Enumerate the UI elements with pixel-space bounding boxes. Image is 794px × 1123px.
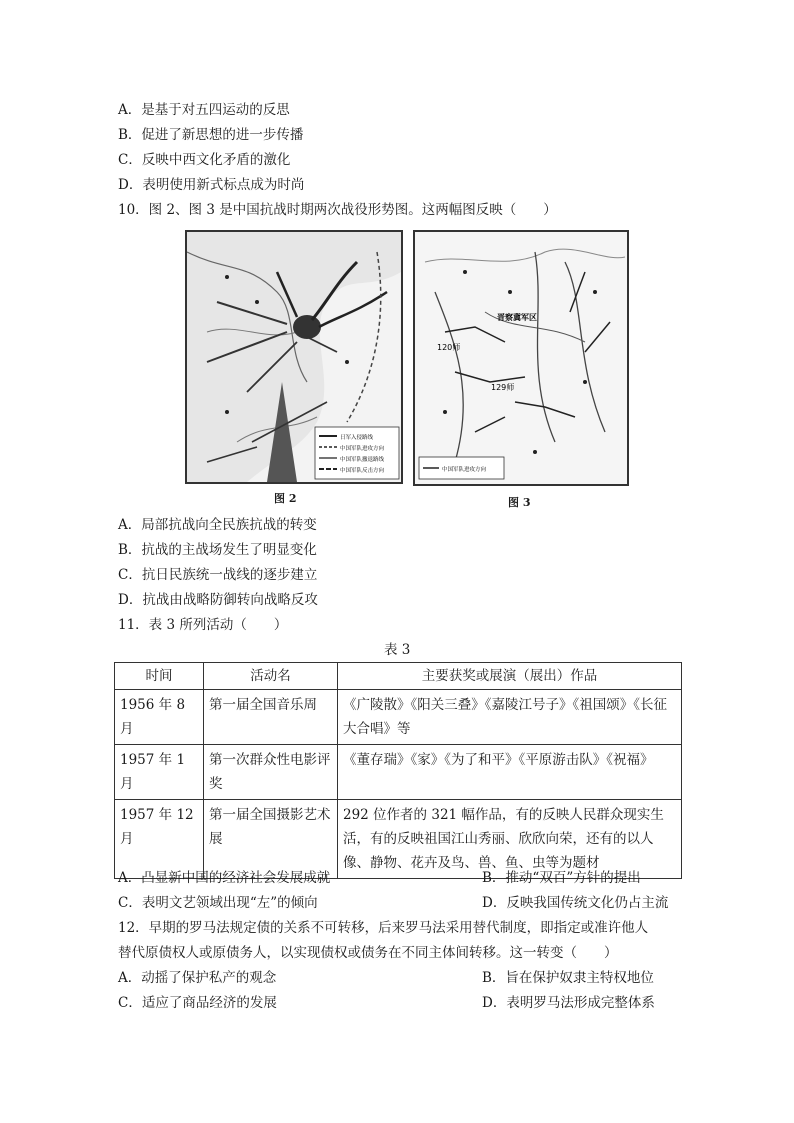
figure-3-map	[413, 230, 629, 486]
cell-time: 1957 年 12 月	[115, 800, 204, 879]
q12-option-d: D．表明罗马法形成完整体系	[482, 995, 655, 1011]
figure-2-caption: 图 2	[274, 492, 297, 505]
q9-option-c: C．反映中西文化矛盾的激化	[118, 152, 291, 168]
q12-stem-line1: 12．早期的罗马法规定债的关系不可转移，后来罗马法采用替代制度，即指定或准许他人	[118, 920, 649, 936]
battle-map-3	[415, 232, 627, 484]
fig2-legend-1: 中国军队进攻方向	[340, 446, 385, 452]
q10-option-a: A．局部抗战向全民族抗战的转变	[118, 517, 317, 533]
q11-option-b: B．推动“双百”方针的提出	[482, 870, 641, 886]
q11-stem: 11．表 3 所列活动（ ）	[118, 617, 288, 633]
fig2-legend-0: 日军入侵路线	[340, 435, 374, 441]
q9-option-b: B．促进了新思想的进一步传播	[118, 127, 304, 143]
fig3-120-label: 120师	[437, 343, 461, 352]
fig3-region-label: 晋察冀军区	[497, 313, 537, 322]
q11-option-d: D．反映我国传统文化仍占主流	[482, 895, 669, 911]
cell-activity: 第一届全国摄影艺术展	[204, 800, 338, 879]
q12-option-b: B．旨在保护奴隶主特权地位	[482, 970, 654, 986]
q10-option-b: B．抗战的主战场发生了明显变化	[118, 542, 317, 558]
fig2-legend-3: 中国军队反击方向	[340, 468, 385, 474]
header-time: 时间	[115, 663, 204, 690]
fig3-legend: 中国军队进攻方向	[442, 467, 487, 473]
cell-activity: 第一次群众性电影评奖	[204, 745, 338, 800]
cell-time: 1956 年 8 月	[115, 690, 204, 745]
battle-map-2	[187, 232, 401, 482]
cell-activity: 第一届全国音乐周	[204, 690, 338, 745]
table-3	[114, 662, 682, 879]
q12-stem-line2: 替代原债权人或原债务人，以实现债权或债务在不同主体间转移。这一转变（ ）	[118, 945, 618, 961]
cell-time: 1957 年 1 月	[115, 745, 204, 800]
table-header-row	[115, 663, 682, 690]
header-works: 主要获奖或展演（展出）作品	[338, 663, 682, 690]
q10-option-d: D．抗战由战略防御转向战略反攻	[118, 592, 318, 608]
q11-option-a: A．凸显新中国的经济社会发展成就	[118, 870, 331, 886]
q10-option-c: C．抗日民族统一战线的逐步建立	[118, 567, 318, 583]
figure-3-caption: 图 3	[508, 496, 531, 509]
header-activity: 活动名	[204, 663, 338, 690]
figure-2-map	[185, 230, 403, 484]
q9-option-a: A．是基于对五四运动的反思	[118, 102, 290, 118]
q9-option-d: D．表明使用新式标点成为时尚	[118, 177, 305, 193]
q10-stem: 10．图 2、图 3 是中国抗战时期两次战役形势图。这两幅图反映（ ）	[118, 202, 557, 218]
table-row	[115, 690, 682, 745]
fig3-129-label: 129师	[491, 383, 515, 392]
table-row	[115, 800, 682, 879]
cell-works: 《董存瑞》《家》《为了和平》《平原游击队》《祝福》	[338, 745, 682, 800]
table-row	[115, 745, 682, 800]
q12-option-a: A．动摇了保护私产的观念	[118, 970, 277, 986]
cell-works: 《广陵散》《阳关三叠》《嘉陵江号子》《祖国颂》《长征大合唱》等	[338, 690, 682, 745]
q12-option-c: C．适应了商品经济的发展	[118, 995, 277, 1011]
fig2-legend-2: 中国军队撤退路线	[340, 457, 385, 463]
q11-option-c: C．表明文艺领域出现“左”的倾向	[118, 895, 318, 911]
table-3-title: 表 3	[384, 642, 411, 658]
cell-works: 292 位作者的 321 幅作品，有的反映人民群众现实生活，有的反映祖国江山秀丽、欣欣向荣，还有的以人像、静物、花卉及鸟、兽、鱼、虫等为题材	[338, 800, 682, 879]
